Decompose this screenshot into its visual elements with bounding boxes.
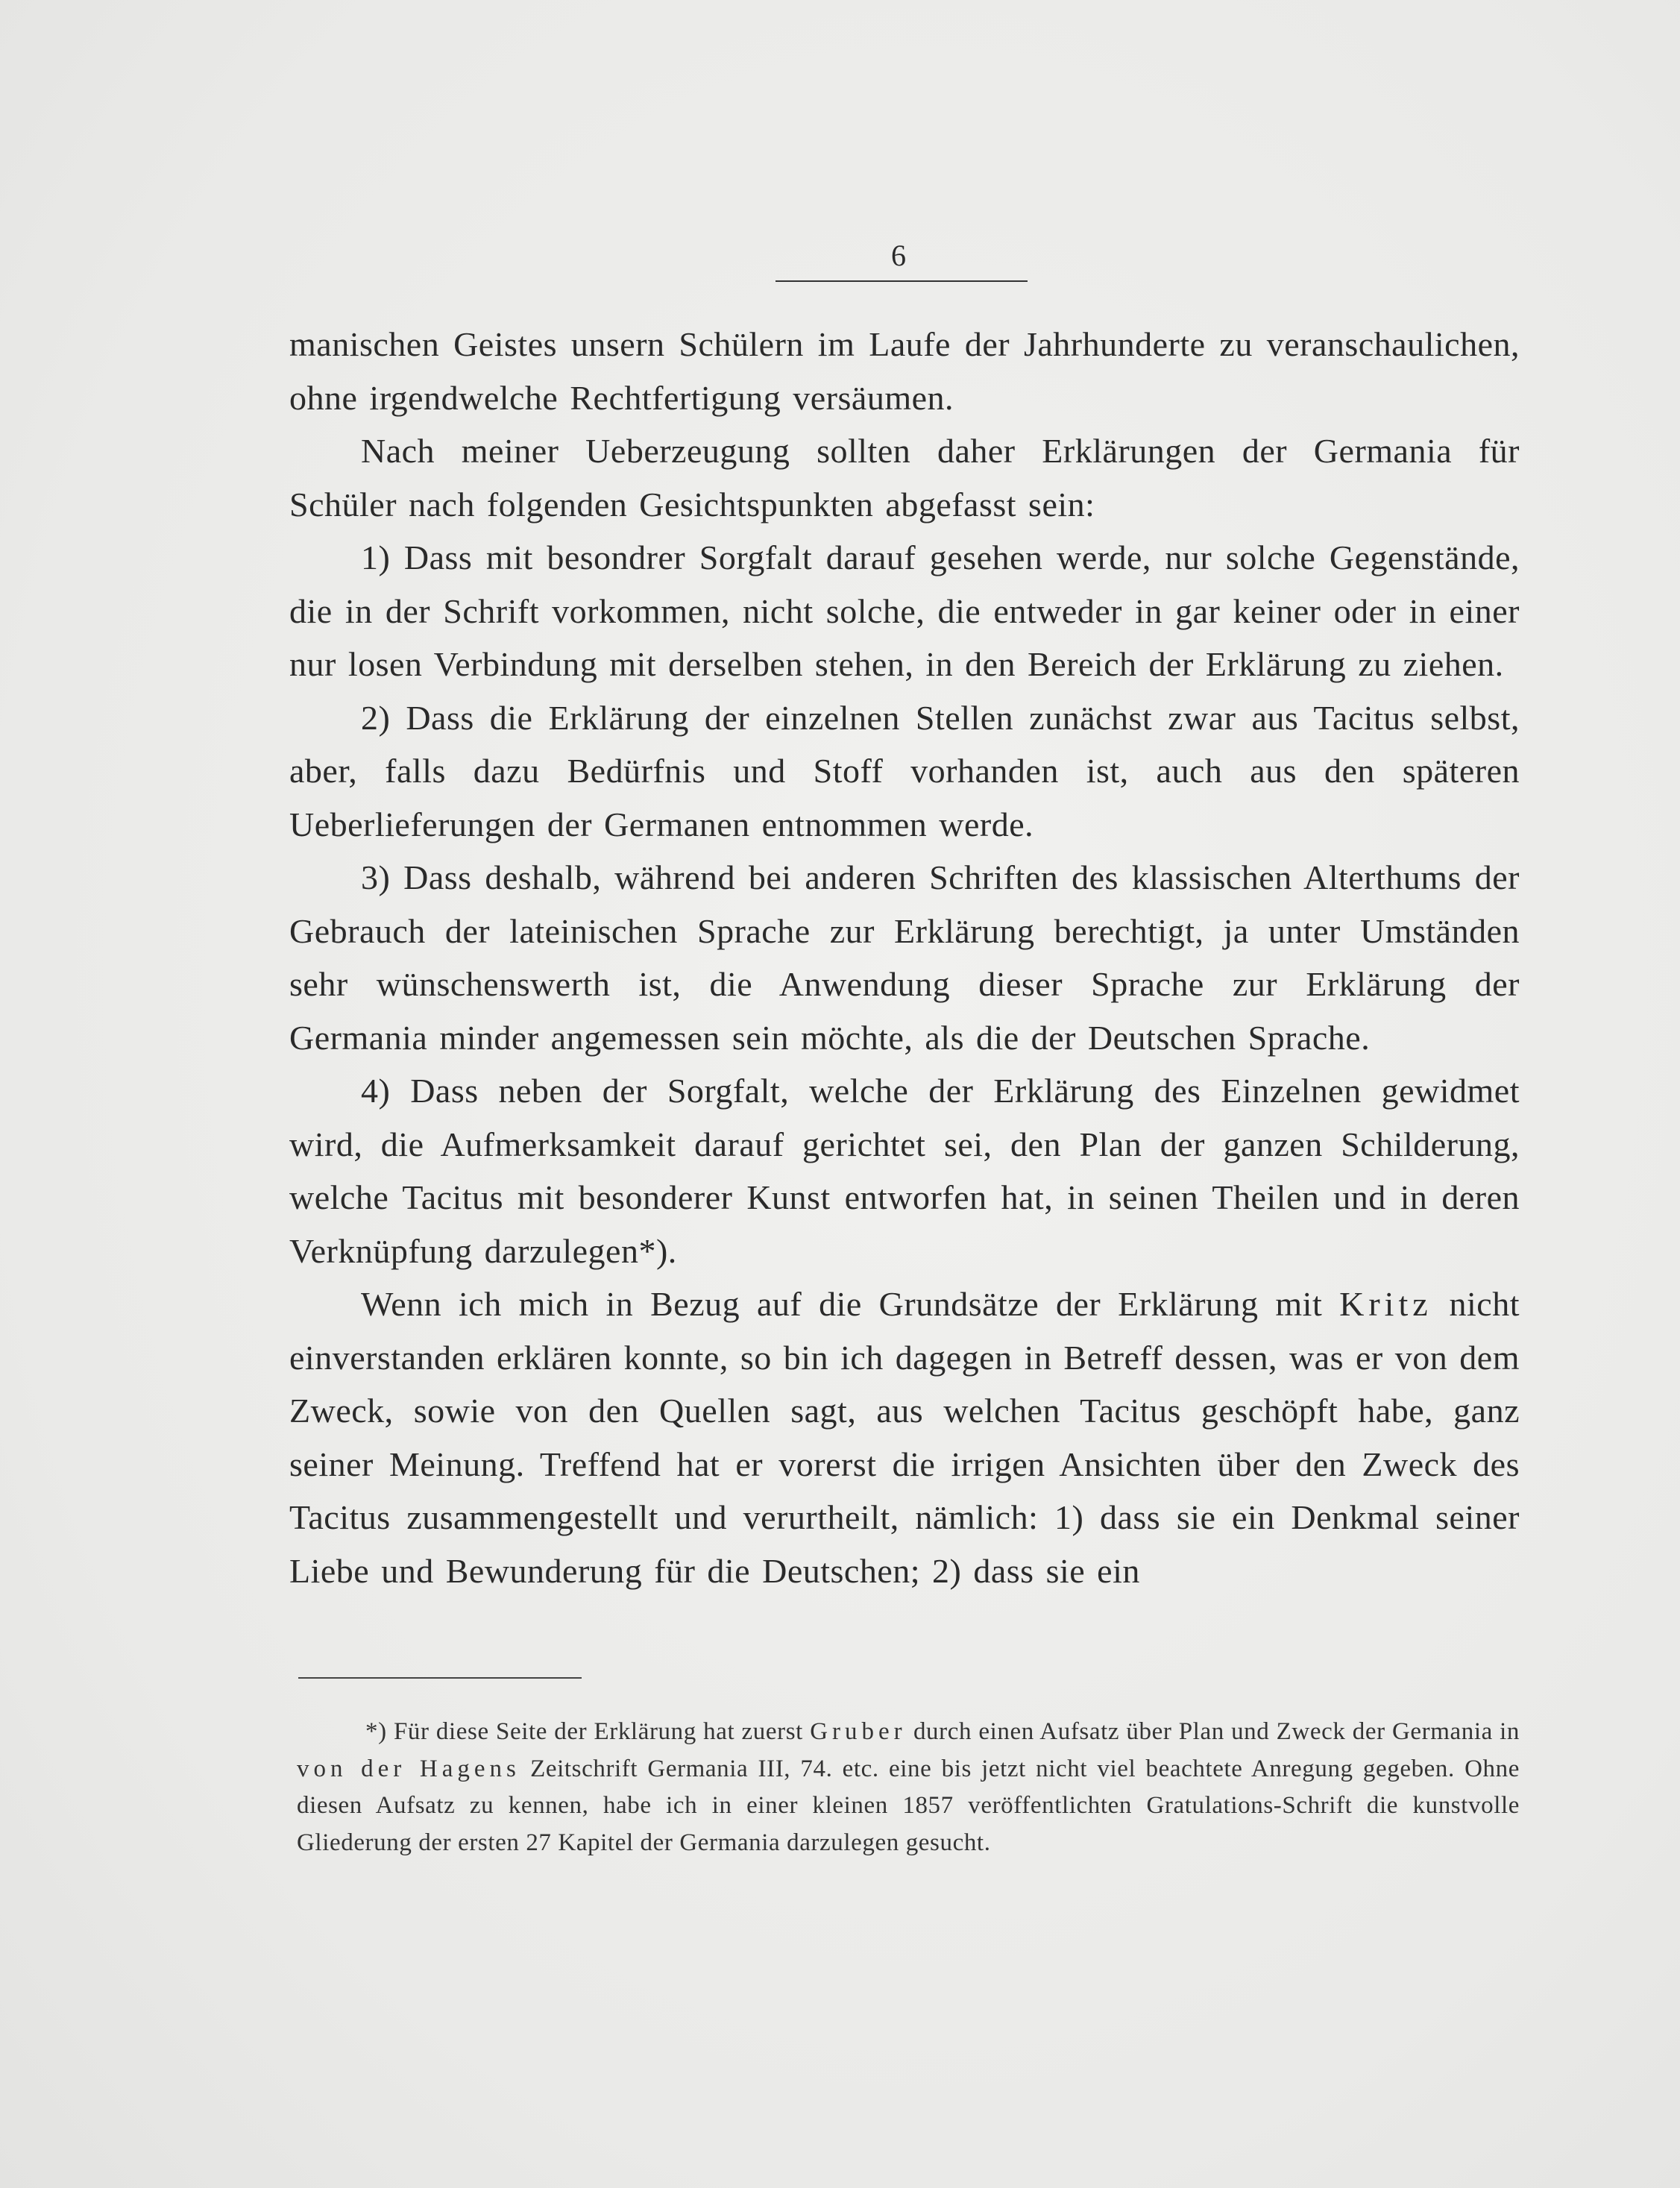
paragraph: Nach meiner Ueberzeugung sollten daher Erklärungen der Germania für Schüler nach folgenden Gesichtspunkten abgefasst sein: (289, 432, 1520, 524)
author-name-kritz: Kritz (1339, 1285, 1432, 1323)
text-run: *) Für diese Seite der Erklärung hat zuerst (365, 1718, 811, 1745)
footnote (297, 1714, 1520, 1861)
author-name-gruber: Gruber (810, 1718, 907, 1745)
text-run: durch einen Aufsatz über Plan und Zweck der Germania in (906, 1718, 1520, 1745)
paragraph-point-1: 1) Dass mit besondrer Sorgfalt darauf gesehen werde, nur solche Gegenstände, die in der Schrift vorkommen, nicht solche, die entweder in gar keiner oder in einer nur losen Verbindung mit derselben stehen, in den Bereich der Erklärung zu ziehen. (289, 538, 1520, 683)
paragraph-point-4: 4) Dass neben der Sorgfalt, welche der Erklärung des Einzelnen gewidmet wird, die Aufmerksamkeit darauf gerichtet sei, den Plan der ganzen Schilderung, welche Tacitus mit besonderer Kunst entworfen hat, in seinen Theilen und in deren Verknüpfung darzulegen*). (289, 1072, 1520, 1270)
text-run: Wenn ich mich in Bezug auf die Grundsätze der Erklärung mit (361, 1285, 1340, 1323)
page-number: 6 (891, 239, 906, 272)
body-text (289, 318, 1520, 1597)
paragraph: manischen Geistes unsern Schülern im Laufe der Jahrhunderte zu veranschaulichen, ohne irgendwelche Rechtfertigung versäumen. (289, 325, 1520, 417)
paragraph-point-2: 2) Dass die Erklärung der einzelnen Stellen zunächst zwar aus Tacitus selbst, aber, falls dazu Bedürfnis und Stoff vorhanden ist, auch aus den späteren Ueberlieferungen der Germanen entnommen werde. (289, 698, 1520, 843)
author-name-hagen: von der Hagens (297, 1755, 520, 1782)
text-run: Zeitschrift Germania III, 74. etc. eine bis jetzt nicht viel beachtete Anregung gegeben. Ohne diesen Aufsatz zu kennen, habe ich in einer kleinen 1857 veröffentlichten Gratulations-Schrift die kunstvolle Gliederung der ersten 27 Kapitel der Germania darzulegen gesucht. (297, 1755, 1520, 1856)
text-run: nicht einverstanden erklären konnte, so bin ich dagegen in Betreff dessen, was er von dem Zweck, sowie von den Quellen sagt, aus welchen Tacitus geschöpft habe, ganz seiner Meinung. Treffend hat er vorerst die irrigen Ansichten über den Zweck des Tacitus zusammengestellt und verurtheilt, nämlich: 1) dass sie ein Denkmal seiner Liebe und Bewunderung für die Deutschen; 2) dass sie ein (289, 1285, 1520, 1590)
paragraph-kritz (289, 1277, 1520, 1597)
paragraph-point-3: 3) Dass deshalb, während bei anderen Schriften des klassischen Alterthums der Gebrauch der lateinischen Sprache zur Erklärung berechtigt, ja unter Umständen sehr wünschenswerth ist, die Anwendung dieser Sprache zur Erklärung der Germania minder angemessen sein möchte, als die der Deutschen Sprache. (289, 858, 1520, 1057)
footnote-rule (298, 1677, 582, 1679)
header-rule (775, 280, 1028, 282)
